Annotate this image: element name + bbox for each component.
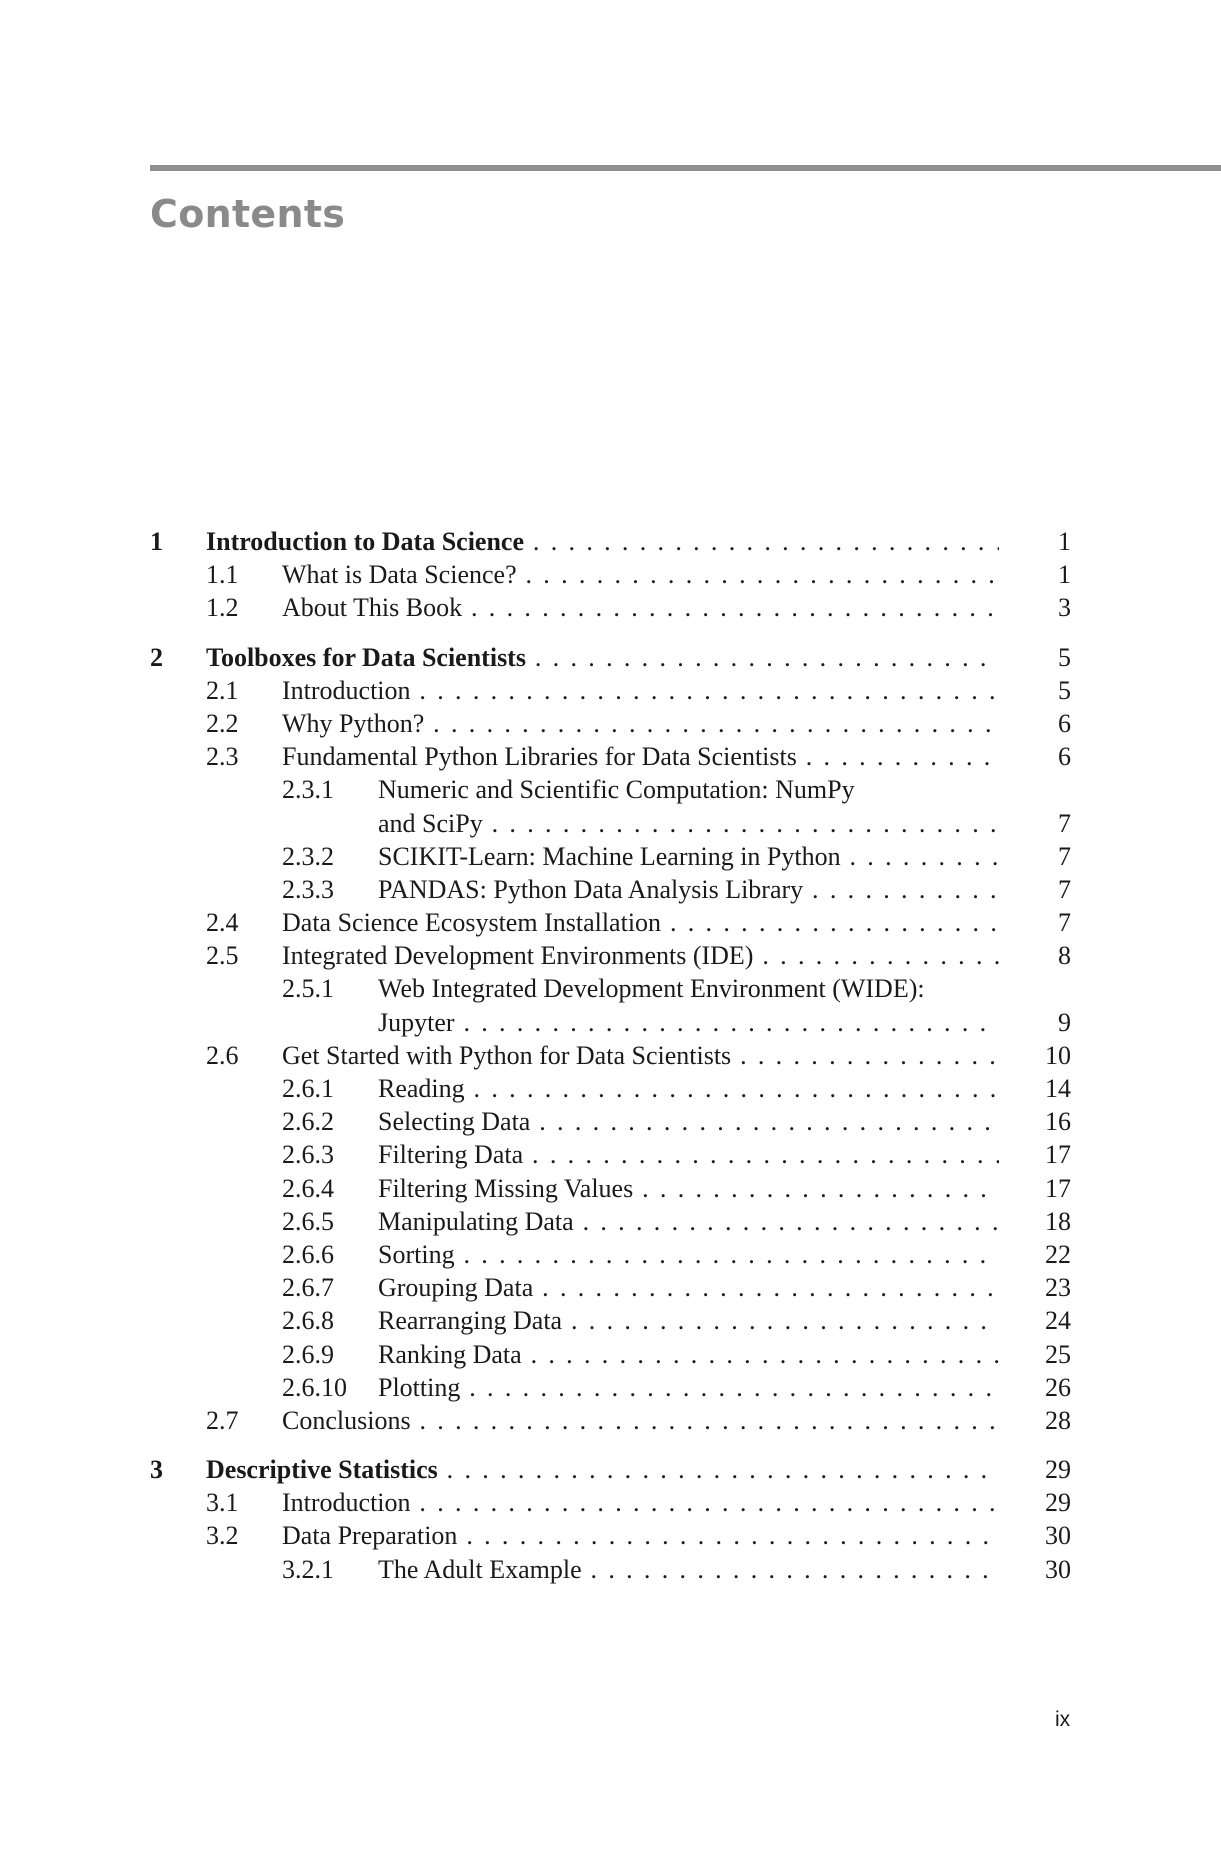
- toc-entry-page: 6: [1058, 708, 1071, 738]
- toc-entry-row[interactable]: [150, 873, 1071, 906]
- toc-entry-title: SCIKIT-Learn: Machine Learning in Python . . .: [378, 840, 999, 873]
- toc-entry-title: Manipulating Data . . .: [378, 1205, 999, 1238]
- toc-entry-number: 2.1: [206, 675, 239, 705]
- toc-entry-row[interactable]: [150, 1519, 1071, 1552]
- toc-entry-page: 5: [1058, 675, 1071, 705]
- toc-entry-page: 5: [1058, 642, 1071, 672]
- page-title: Contents: [150, 192, 346, 236]
- toc-entry-number: 2.5.1: [282, 974, 334, 1004]
- toc-entry-number: 2.3.1: [282, 775, 334, 805]
- toc-entry-page: 28: [1045, 1405, 1071, 1435]
- toc-chapter-row[interactable]: [150, 525, 1071, 558]
- toc-entry-page: 3: [1058, 593, 1071, 623]
- toc-entry-number: 3.2: [206, 1521, 239, 1551]
- toc-entry-title: Integrated Development Environments (IDE) . . .: [282, 939, 999, 972]
- toc-entry-row[interactable]: [150, 1006, 1071, 1039]
- toc-entry-page: 30: [1045, 1521, 1071, 1551]
- toc-entry-page: 8: [1058, 941, 1071, 971]
- table-of-contents: [150, 525, 1071, 1586]
- toc-entry-number: 1: [150, 527, 163, 556]
- toc-entry-page: 29: [1045, 1455, 1071, 1485]
- toc-entry-page: 9: [1058, 1007, 1071, 1037]
- toc-entry-number: 2.6.7: [282, 1273, 334, 1303]
- toc-entry-number: 2.2: [206, 708, 239, 738]
- toc-entry-number: 2.6.6: [282, 1239, 334, 1269]
- toc-entry-number: 3: [150, 1455, 163, 1485]
- toc-entry-title: Filtering Data . . .: [378, 1138, 999, 1171]
- toc-entry-page: 7: [1058, 841, 1071, 871]
- toc-entry-row[interactable]: [150, 840, 1071, 873]
- toc-entry-number: 2.6.4: [282, 1173, 334, 1203]
- toc-entry-row[interactable]: [150, 906, 1071, 939]
- toc-entry-title: Plotting . . .: [378, 1371, 999, 1404]
- toc-entry-title: Reading . . .: [378, 1072, 999, 1105]
- toc-entry-row[interactable]: [150, 1271, 1071, 1304]
- toc-entry-page: 22: [1045, 1239, 1071, 1269]
- toc-entry-number: 2.6.10: [282, 1372, 347, 1402]
- toc-entry-title: Introduction . . .: [282, 1486, 999, 1519]
- toc-entry-title: Filtering Missing Values . . .: [378, 1172, 999, 1205]
- toc-entry-row[interactable]: [150, 1172, 1071, 1205]
- toc-entry-row[interactable]: [150, 1138, 1071, 1171]
- toc-entry-row[interactable]: [150, 707, 1071, 740]
- toc-entry-number: 2.6.1: [282, 1074, 334, 1103]
- toc-entry-row[interactable]: [150, 1553, 1071, 1586]
- toc-entry-number: 2.5: [206, 941, 239, 971]
- toc-entry-page: 7: [1058, 874, 1071, 904]
- toc-entry-row[interactable]: [150, 807, 1071, 840]
- toc-entry-title: Selecting Data . . .: [378, 1105, 999, 1138]
- toc-entry-number: 2.4: [206, 908, 239, 938]
- toc-entry-number: 1.1: [206, 560, 239, 590]
- toc-entry-page: 1: [1058, 527, 1071, 556]
- toc-entry-title: Grouping Data . . .: [378, 1271, 999, 1304]
- toc-entry-page: 23: [1045, 1273, 1071, 1303]
- toc-entry-row[interactable]: [150, 1072, 1071, 1105]
- toc-entry-title: About This Book . . .: [282, 591, 999, 624]
- toc-entry-title: Fundamental Python Libraries for Data Scientists . . .: [282, 740, 999, 773]
- toc-entry-title: Data Science Ecosystem Installation . . .: [282, 906, 999, 939]
- toc-entry-title: PANDAS: Python Data Analysis Library . . .: [378, 873, 999, 906]
- toc-entry-page: 29: [1045, 1488, 1071, 1518]
- toc-entry-title: Sorting . . .: [378, 1238, 999, 1271]
- toc-entry-title: Ranking Data . . .: [378, 1338, 999, 1371]
- toc-entry-page: 10: [1045, 1040, 1071, 1070]
- toc-entry-row[interactable]: [150, 1371, 1071, 1404]
- toc-entry-number: 2.3: [206, 742, 239, 772]
- toc-entry-title: Introduction . . .: [282, 674, 999, 707]
- toc-entry-page: 26: [1045, 1372, 1071, 1402]
- toc-entry-number: 2.3.2: [282, 841, 334, 871]
- toc-entry-number: 1.2: [206, 593, 239, 623]
- toc-entry-row[interactable]: [150, 1486, 1071, 1519]
- toc-entry-row[interactable]: [150, 1039, 1071, 1072]
- toc-entry-row[interactable]: [150, 1205, 1071, 1238]
- toc-entry-number: 3.2.1: [282, 1554, 334, 1584]
- page-number: ix: [1055, 1708, 1071, 1731]
- toc-entry-row[interactable]: [150, 558, 1071, 591]
- toc-entry-row[interactable]: [150, 1404, 1071, 1437]
- toc-entry-title: Introduction to Data Science . . .: [206, 525, 999, 558]
- toc-entry-row[interactable]: [150, 1238, 1071, 1271]
- toc-entry-row[interactable]: [150, 674, 1071, 707]
- toc-entry-number: 2.6.9: [282, 1339, 334, 1369]
- toc-entry-page: 1: [1058, 560, 1071, 590]
- toc-entry-row[interactable]: [150, 773, 1071, 806]
- toc-entry-title: Data Preparation . . .: [282, 1519, 999, 1552]
- header-rule: [150, 165, 1221, 171]
- toc-entry-number: 2: [150, 642, 163, 672]
- toc-entry-page: 25: [1045, 1339, 1071, 1369]
- toc-entry-title: Web Integrated Development Environment (WIDE):: [378, 974, 925, 1004]
- toc-entry-number: 2.6.8: [282, 1306, 334, 1336]
- toc-entry-page: 17: [1045, 1140, 1071, 1170]
- toc-entry-title: Why Python? . . .: [282, 707, 999, 740]
- toc-entry-title: Get Started with Python for Data Scientists . . .: [282, 1039, 999, 1072]
- toc-entry-title: What is Data Science? . . .: [282, 558, 999, 591]
- toc-entry-number: 2.3.3: [282, 874, 334, 904]
- toc-entry-number: 2.6.3: [282, 1140, 334, 1170]
- toc-entry-title: Toolboxes for Data Scientists . . .: [206, 641, 999, 674]
- toc-chapter-row[interactable]: [150, 1453, 1071, 1486]
- toc-entry-title: Jupyter . . .: [378, 1006, 999, 1039]
- toc-entry-row[interactable]: [150, 591, 1071, 624]
- toc-entry-row[interactable]: [150, 1105, 1071, 1138]
- toc-entry-page: 24: [1045, 1306, 1071, 1336]
- toc-entry-page: 6: [1058, 742, 1071, 772]
- toc-entry-row[interactable]: [150, 972, 1071, 1005]
- toc-entry-page: 7: [1058, 908, 1071, 938]
- toc-entry-title: Descriptive Statistics . . .: [206, 1453, 999, 1486]
- toc-entry-row[interactable]: [150, 740, 1071, 773]
- toc-entry-page: 17: [1045, 1173, 1071, 1203]
- toc-entry-page: 7: [1058, 808, 1071, 838]
- toc-entry-title: Conclusions . . .: [282, 1404, 999, 1437]
- toc-entry-page: 16: [1045, 1107, 1071, 1137]
- toc-entry-row[interactable]: [150, 1338, 1071, 1371]
- toc-entry-row[interactable]: [150, 939, 1071, 972]
- toc-entry-page: 14: [1045, 1074, 1071, 1103]
- toc-entry-title: Numeric and Scientific Computation: NumPy: [378, 775, 855, 805]
- toc-entry-title: Rearranging Data . . .: [378, 1304, 999, 1337]
- toc-entry-number: 2.6.2: [282, 1107, 334, 1137]
- toc-entry-number: 2.7: [206, 1405, 239, 1435]
- toc-entry-page: 30: [1045, 1554, 1071, 1584]
- toc-entry-title: and SciPy . . .: [378, 807, 999, 840]
- toc-entry-number: 2.6: [206, 1040, 239, 1070]
- toc-entry-number: 2.6.5: [282, 1206, 334, 1236]
- toc-entry-row[interactable]: [150, 1304, 1071, 1337]
- toc-entry-title: The Adult Example . . .: [378, 1553, 999, 1586]
- toc-entry-number: 3.1: [206, 1488, 239, 1518]
- toc-chapter-row[interactable]: [150, 641, 1071, 674]
- toc-entry-page: 18: [1045, 1206, 1071, 1236]
